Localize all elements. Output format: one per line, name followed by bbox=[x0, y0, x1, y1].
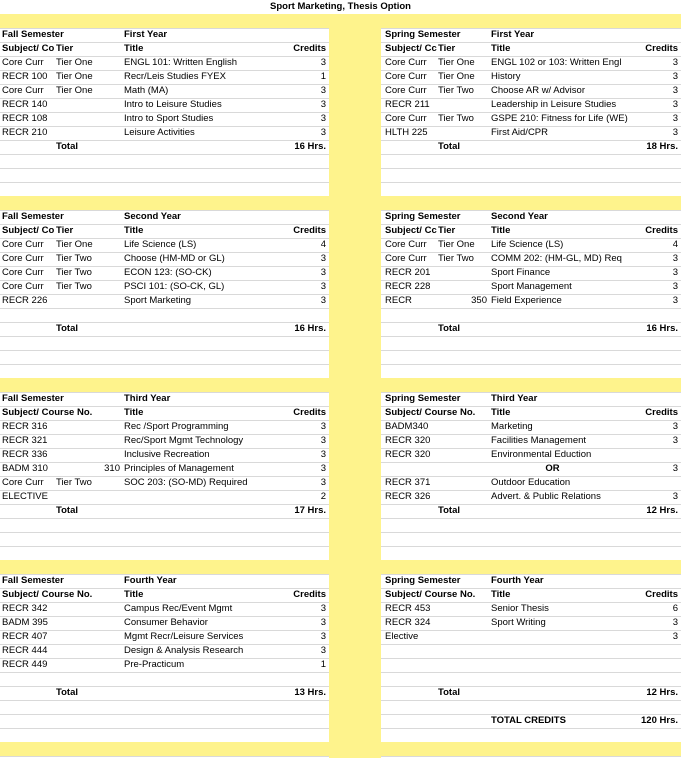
year-label[interactable]: Third Year bbox=[491, 393, 538, 404]
course-credits-cell[interactable]: 3 bbox=[672, 57, 678, 68]
course-title-cell[interactable] bbox=[491, 308, 614, 322]
course-credits-cell[interactable]: 6 bbox=[672, 603, 678, 614]
course-tier-cell[interactable]: Tier One bbox=[56, 239, 93, 250]
course-title-cell[interactable]: Campus Rec/Event Mgmt bbox=[124, 603, 233, 614]
course-subject-cell[interactable]: RECR bbox=[385, 295, 412, 306]
course-title-cell[interactable] bbox=[491, 644, 614, 658]
total-credits[interactable]: 16 Hrs. bbox=[294, 141, 326, 152]
column-header-subject[interactable]: Subject/ Course No. bbox=[2, 589, 93, 600]
course-credits-cell[interactable]: 3 bbox=[672, 71, 678, 82]
course-tier-cell[interactable]: Tier Two bbox=[56, 477, 92, 488]
course-credits-cell[interactable]: 3 bbox=[672, 491, 678, 502]
course-subject-cell[interactable]: RECR 453 bbox=[385, 603, 431, 614]
column-header-title[interactable]: Title bbox=[491, 43, 511, 54]
course-title-cell[interactable]: ECON 123: (SO-CK) bbox=[124, 267, 212, 278]
year-label[interactable]: First Year bbox=[124, 29, 168, 40]
course-title-cell[interactable]: Life Science (LS) bbox=[124, 239, 197, 250]
column-divider bbox=[329, 14, 381, 758]
course-title-cell[interactable]: First Aid/CPR bbox=[491, 127, 549, 138]
column-header-title[interactable]: Title bbox=[124, 43, 144, 54]
semester-label[interactable]: Spring Semester bbox=[385, 575, 461, 586]
course-title-cell[interactable]: Outdoor Education bbox=[491, 477, 571, 488]
course-credits-cell[interactable]: 3 bbox=[320, 631, 326, 642]
semester-label[interactable]: Fall Semester bbox=[2, 393, 64, 404]
course-subject-cell[interactable] bbox=[2, 672, 122, 686]
course-title-cell[interactable]: OR bbox=[545, 463, 560, 474]
total-credits[interactable]: 12 Hrs. bbox=[646, 505, 678, 516]
course-subject-cell[interactable] bbox=[385, 644, 489, 658]
course-credits-cell[interactable]: 3 bbox=[672, 631, 678, 642]
total-label[interactable]: Total bbox=[56, 687, 78, 698]
course-credits-cell[interactable]: 3 bbox=[672, 295, 678, 306]
grand-total-label: TOTAL CREDITS bbox=[491, 715, 566, 726]
column-header-title[interactable]: Title bbox=[491, 407, 511, 418]
course-tier-cell[interactable]: Tier One bbox=[56, 71, 93, 82]
semester-label[interactable]: Fall Semester bbox=[2, 575, 64, 586]
course-subject-cell[interactable]: BADM 395 bbox=[2, 617, 48, 628]
course-subject-cell[interactable]: RECR 226 bbox=[2, 295, 48, 306]
course-subject-cell[interactable]: Core Curr bbox=[385, 85, 427, 96]
semester-label[interactable]: Spring Semester bbox=[385, 393, 461, 404]
course-credits-cell[interactable]: 3 bbox=[672, 421, 678, 432]
course-tier-cell[interactable]: Tier Two bbox=[438, 113, 474, 124]
page-title: Sport Marketing, Thesis Option bbox=[270, 1, 411, 12]
total-credits[interactable]: 13 Hrs. bbox=[294, 687, 326, 698]
column-header-tier[interactable]: Tier bbox=[56, 43, 74, 54]
course-subject-cell[interactable]: Core Curr bbox=[2, 281, 44, 292]
course-title-cell[interactable]: Sport Finance bbox=[491, 267, 551, 278]
course-subject-cell[interactable]: RECR 108 bbox=[2, 113, 48, 124]
column-header-title[interactable]: Title bbox=[124, 407, 144, 418]
course-title-cell[interactable]: Senior Thesis bbox=[491, 603, 549, 614]
course-title-cell[interactable]: Design & Analysis Research bbox=[124, 645, 244, 656]
column-header-credits[interactable]: Credits bbox=[645, 225, 678, 236]
course-subject-cell[interactable] bbox=[2, 308, 122, 322]
course-title-cell[interactable]: Marketing bbox=[491, 421, 533, 432]
course-credits-cell[interactable]: 3 bbox=[320, 85, 326, 96]
course-title-cell[interactable]: Advert. & Public Relations bbox=[491, 491, 601, 502]
course-title-cell[interactable]: COMM 202: (HM-GL, MD) Req bbox=[491, 253, 622, 264]
column-header-credits[interactable]: Credits bbox=[293, 225, 326, 236]
course-title-cell[interactable]: Choose (HM-MD or GL) bbox=[124, 253, 225, 264]
course-subject-cell[interactable]: RECR 201 bbox=[385, 267, 431, 278]
total-credits[interactable]: 16 Hrs. bbox=[294, 323, 326, 334]
course-title-cell[interactable]: ENGL 101: Written English bbox=[124, 57, 237, 68]
course-title-cell[interactable]: Sport Management bbox=[491, 281, 572, 292]
column-header-title[interactable]: Title bbox=[491, 589, 511, 600]
course-title-cell[interactable]: Rec /Sport Programming bbox=[124, 421, 229, 432]
course-title-cell[interactable]: ENGL 102 or 103: Written Engl bbox=[491, 57, 622, 68]
course-subject-cell[interactable]: Core Curr bbox=[2, 477, 44, 488]
course-subject-cell[interactable]: RECR 320 bbox=[385, 435, 431, 446]
total-credits[interactable]: 18 Hrs. bbox=[646, 141, 678, 152]
column-header-credits[interactable]: Credits bbox=[293, 589, 326, 600]
course-title-cell[interactable]: PSCI 101: (SO-CK, GL) bbox=[124, 281, 225, 292]
column-header-tier[interactable]: Tier bbox=[438, 225, 456, 236]
course-title-cell[interactable] bbox=[491, 658, 614, 672]
course-title-cell[interactable]: Mgmt Recr/Leisure Services bbox=[124, 631, 244, 642]
course-credits-cell[interactable]: 3 bbox=[320, 477, 326, 488]
course-subject-cell[interactable]: RECR 210 bbox=[2, 127, 48, 138]
course-credits-cell[interactable] bbox=[266, 308, 326, 322]
course-credits-cell[interactable]: 3 bbox=[320, 57, 326, 68]
course-title-cell[interactable]: Facilities Management bbox=[491, 435, 587, 446]
course-title-cell[interactable]: Life Science (LS) bbox=[491, 239, 564, 250]
course-credits-cell[interactable]: 3 bbox=[320, 281, 326, 292]
year-label[interactable]: First Year bbox=[491, 29, 535, 40]
course-title-cell[interactable] bbox=[124, 490, 262, 504]
course-credits-cell[interactable]: 2 bbox=[320, 491, 326, 502]
course-credits-cell[interactable]: 3 bbox=[672, 617, 678, 628]
course-credits-cell[interactable]: 3 bbox=[320, 435, 326, 446]
column-header-subject[interactable]: Subject/ Co bbox=[2, 225, 55, 236]
course-subject-cell[interactable]: Core Curr bbox=[2, 267, 44, 278]
course-title-cell[interactable]: Sport Marketing bbox=[124, 295, 192, 306]
course-credits-cell[interactable]: 3 bbox=[320, 449, 326, 460]
course-subject-cell[interactable]: Elective bbox=[385, 631, 419, 642]
semester-label[interactable]: Spring Semester bbox=[385, 211, 461, 222]
course-title-cell[interactable]: Choose AR w/ Advisor bbox=[491, 85, 585, 96]
course-credits-cell[interactable]: 1 bbox=[320, 659, 326, 670]
course-title-cell[interactable]: Inclusive Recreation bbox=[124, 449, 210, 460]
course-credits-cell[interactable]: 3 bbox=[320, 113, 326, 124]
course-tier-cell[interactable]: Tier One bbox=[438, 57, 475, 68]
course-tier-cell[interactable]: 350 bbox=[471, 295, 487, 306]
course-subject-cell[interactable]: BADM340 bbox=[385, 421, 429, 432]
course-credits-cell[interactable] bbox=[266, 672, 326, 686]
year-label[interactable]: Fourth Year bbox=[491, 575, 544, 586]
course-subject-cell[interactable]: Core Curr bbox=[2, 57, 44, 68]
column-header-credits[interactable]: Credits bbox=[293, 43, 326, 54]
year-label[interactable]: Third Year bbox=[124, 393, 171, 404]
course-subject-cell[interactable]: ELECTIVE bbox=[2, 491, 48, 502]
course-credits-cell[interactable] bbox=[618, 658, 678, 672]
course-subject-cell[interactable] bbox=[385, 462, 489, 476]
course-subject-cell[interactable]: RECR 321 bbox=[2, 435, 48, 446]
course-tier-cell[interactable]: Tier Two bbox=[438, 253, 474, 264]
course-credits-cell[interactable]: 1 bbox=[320, 71, 326, 82]
course-credits-cell[interactable]: 3 bbox=[672, 85, 678, 96]
total-label[interactable]: Total bbox=[438, 687, 460, 698]
course-tier-cell[interactable]: Tier Two bbox=[438, 85, 474, 96]
course-credits-cell[interactable]: 3 bbox=[320, 295, 326, 306]
course-subject-cell[interactable] bbox=[385, 658, 489, 672]
column-header-title[interactable]: Title bbox=[491, 225, 511, 236]
course-credits-cell[interactable]: 3 bbox=[320, 421, 326, 432]
course-tier-cell[interactable]: Tier One bbox=[438, 239, 475, 250]
course-subject-cell[interactable]: Core Curr bbox=[385, 239, 427, 250]
total-credits[interactable]: 17 Hrs. bbox=[294, 505, 326, 516]
year-label[interactable]: Second Year bbox=[124, 211, 181, 222]
course-subject-cell[interactable]: HLTH 225 bbox=[385, 127, 428, 138]
course-title-cell[interactable]: Leisure Activities bbox=[124, 127, 195, 138]
course-tier-cell[interactable]: Tier One bbox=[56, 57, 93, 68]
course-credits-cell[interactable]: 3 bbox=[320, 463, 326, 474]
course-subject-cell[interactable]: RECR 449 bbox=[2, 659, 48, 670]
year-label[interactable]: Second Year bbox=[491, 211, 548, 222]
course-subject-cell[interactable] bbox=[385, 308, 489, 322]
semester-label[interactable]: Fall Semester bbox=[2, 211, 64, 222]
course-title-cell[interactable] bbox=[124, 672, 262, 686]
course-title-cell[interactable]: Consumer Behavior bbox=[124, 617, 208, 628]
course-credits-cell[interactable]: 3 bbox=[672, 435, 678, 446]
course-subject-cell[interactable]: RECR 211 bbox=[385, 99, 430, 110]
course-subject-cell[interactable]: RECR 316 bbox=[2, 421, 48, 432]
total-label[interactable]: Total bbox=[438, 323, 460, 334]
course-title-cell[interactable] bbox=[491, 630, 614, 644]
course-subject-cell[interactable]: RECR 342 bbox=[2, 603, 48, 614]
total-label[interactable]: Total bbox=[56, 141, 78, 152]
course-tier-cell[interactable]: Tier One bbox=[56, 85, 93, 96]
course-credits-cell[interactable]: 3 bbox=[672, 127, 678, 138]
course-credits-cell[interactable] bbox=[618, 308, 678, 322]
course-title-cell[interactable]: Intro to Leisure Studies bbox=[124, 99, 222, 110]
column-header-subject[interactable]: Subject/ Co bbox=[2, 43, 55, 54]
course-credits-cell[interactable]: 3 bbox=[320, 99, 326, 110]
course-tier-cell[interactable]: Tier Two bbox=[56, 253, 92, 264]
course-credits-cell[interactable]: 3 bbox=[320, 127, 326, 138]
column-header-credits[interactable]: Credits bbox=[645, 43, 678, 54]
grand-total-value: 120 Hrs. bbox=[641, 715, 678, 726]
semester-label[interactable]: Fall Semester bbox=[2, 29, 64, 40]
course-subject-cell[interactable]: RECR 100 bbox=[2, 71, 48, 82]
course-subject-cell[interactable]: RECR 371 bbox=[385, 477, 431, 488]
course-title-cell[interactable]: GSPE 210: Fitness for Life (WE) bbox=[491, 113, 628, 124]
column-header-subject[interactable]: Subject/ Cc bbox=[385, 225, 437, 236]
course-subject-cell[interactable]: Core Curr bbox=[2, 85, 44, 96]
course-credits-cell[interactable]: 3 bbox=[320, 645, 326, 656]
column-header-credits[interactable]: Credits bbox=[645, 589, 678, 600]
column-header-subject[interactable]: Subject/ Course No. bbox=[2, 407, 93, 418]
course-subject-cell[interactable]: Core Curr bbox=[385, 71, 427, 82]
course-subject-cell[interactable]: RECR 324 bbox=[385, 617, 431, 628]
course-title-cell[interactable]: Math (MA) bbox=[124, 85, 169, 96]
course-title-cell[interactable]: Pre-Practicum bbox=[124, 659, 185, 670]
course-title-cell[interactable]: Environmental Eduction bbox=[491, 449, 592, 460]
course-subject-cell[interactable]: RECR 326 bbox=[385, 491, 431, 502]
course-credits-cell[interactable]: 3 bbox=[320, 603, 326, 614]
column-header-subject[interactable]: Subject/ Cc bbox=[385, 43, 437, 54]
total-label[interactable]: Total bbox=[438, 141, 460, 152]
column-header-title[interactable]: Title bbox=[124, 589, 144, 600]
year-label[interactable]: Fourth Year bbox=[124, 575, 177, 586]
course-subject-cell[interactable]: RECR 336 bbox=[2, 449, 48, 460]
total-credits[interactable]: 16 Hrs. bbox=[646, 323, 678, 334]
course-title-cell[interactable]: History bbox=[491, 71, 521, 82]
course-title-cell[interactable]: Principles of Management bbox=[124, 463, 234, 474]
total-credits[interactable]: 12 Hrs. bbox=[646, 687, 678, 698]
course-subject-cell[interactable]: Core Curr bbox=[385, 113, 427, 124]
course-credits-cell[interactable]: 3 bbox=[672, 463, 678, 474]
course-tier-cell[interactable]: Tier One bbox=[438, 71, 475, 82]
course-credits-cell[interactable]: 3 bbox=[320, 617, 326, 628]
column-header-tier[interactable]: Tier bbox=[56, 225, 74, 236]
course-credits-cell[interactable]: 3 bbox=[672, 99, 678, 110]
course-tier-cell[interactable]: Tier Two bbox=[56, 281, 92, 292]
course-credits-cell[interactable]: 3 bbox=[672, 253, 678, 264]
course-subject-cell[interactable]: Core Curr bbox=[2, 239, 44, 250]
course-subject-cell[interactable]: Core Curr bbox=[385, 57, 427, 68]
course-credits-cell[interactable]: 3 bbox=[320, 253, 326, 264]
course-subject-cell[interactable]: RECR 320 bbox=[385, 449, 431, 460]
column-header-credits[interactable]: Credits bbox=[293, 407, 326, 418]
course-title-cell[interactable] bbox=[491, 672, 614, 686]
column-header-subject[interactable]: Subject/ Course No. bbox=[385, 407, 476, 418]
course-credits-cell[interactable] bbox=[618, 672, 678, 686]
course-subject-cell[interactable]: RECR 407 bbox=[2, 631, 48, 642]
total-label[interactable]: Total bbox=[56, 323, 78, 334]
column-header-subject[interactable]: Subject/ Course No. bbox=[385, 589, 476, 600]
course-credits-cell[interactable] bbox=[618, 448, 678, 462]
course-credits-cell[interactable]: 4 bbox=[320, 239, 326, 250]
semester-label[interactable]: Spring Semester bbox=[385, 29, 461, 40]
total-label[interactable]: Total bbox=[438, 505, 460, 516]
course-credits-cell[interactable]: 3 bbox=[672, 113, 678, 124]
course-credits-cell[interactable]: 3 bbox=[672, 267, 678, 278]
course-title-cell[interactable] bbox=[124, 308, 262, 322]
column-header-credits[interactable]: Credits bbox=[645, 407, 678, 418]
course-subject-cell[interactable] bbox=[385, 672, 489, 686]
course-subject-cell[interactable]: RECR 444 bbox=[2, 645, 48, 656]
course-title-cell[interactable]: Sport Writing bbox=[491, 617, 546, 628]
course-subject-cell[interactable]: Core Curr bbox=[385, 253, 427, 264]
course-title-cell[interactable]: Leadership in Leisure Studies bbox=[491, 99, 617, 110]
course-subject-cell[interactable]: Core Curr bbox=[2, 253, 44, 264]
course-tier-cell[interactable]: Tier Two bbox=[56, 267, 92, 278]
column-header-title[interactable]: Title bbox=[124, 225, 144, 236]
column-header-tier[interactable]: Tier bbox=[438, 43, 456, 54]
course-title-cell[interactable]: Field Experience bbox=[491, 295, 562, 306]
course-title-cell[interactable]: SOC 203: (SO-MD) Required bbox=[124, 477, 248, 488]
course-subject-cell[interactable]: RECR 140 bbox=[2, 99, 48, 110]
course-credits-cell[interactable]: 4 bbox=[672, 239, 678, 250]
course-subject-cell[interactable]: BADM 310 bbox=[2, 463, 48, 474]
course-tier-cell[interactable]: 310 bbox=[104, 463, 120, 474]
course-subject-cell[interactable]: RECR 228 bbox=[385, 281, 431, 292]
course-title-cell[interactable]: Recr/Leis Studies FYEX bbox=[124, 71, 226, 82]
course-credits-cell[interactable]: 3 bbox=[672, 281, 678, 292]
total-label[interactable]: Total bbox=[56, 505, 78, 516]
course-title-cell[interactable]: Rec/Sport Mgmt Technology bbox=[124, 435, 244, 446]
course-credits-cell[interactable] bbox=[618, 644, 678, 658]
course-credits-cell[interactable] bbox=[618, 476, 678, 490]
course-title-cell[interactable]: Intro to Sport Studies bbox=[124, 113, 214, 124]
course-credits-cell[interactable]: 3 bbox=[320, 267, 326, 278]
